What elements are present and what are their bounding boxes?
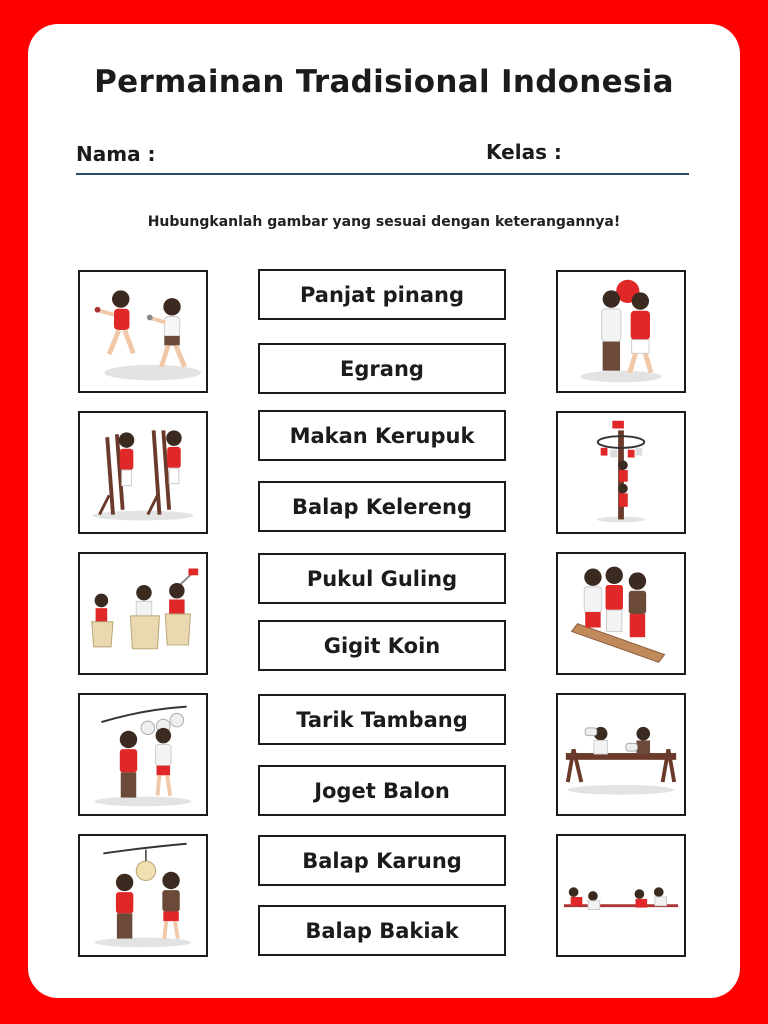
label-makan-kerupuk[interactable]: Makan Kerupuk — [258, 410, 506, 461]
name-label: Nama : — [76, 142, 156, 166]
instruction-text: Hubungkanlah gambar yang sesuai dengan keterangannya! — [147, 214, 621, 230]
page-title: Permainan Tradisional Indonesia — [94, 64, 674, 100]
tarik-tambang-picture[interactable] — [556, 834, 686, 957]
class-label: Kelas : — [486, 140, 562, 164]
label-joget-balon[interactable]: Joget Balon — [258, 765, 506, 816]
label-balap-karung[interactable]: Balap Karung — [258, 835, 506, 886]
label-balap-bakiak[interactable]: Balap Bakiak — [258, 905, 506, 956]
makan-kerupuk-picture-2[interactable] — [78, 834, 208, 957]
label-balap-kelereng[interactable]: Balap Kelereng — [258, 481, 506, 532]
label-panjat-pinang[interactable]: Panjat pinang — [258, 269, 506, 320]
name-class-underline[interactable] — [76, 173, 689, 175]
label-egrang[interactable]: Egrang — [258, 343, 506, 394]
makan-kerupuk-picture[interactable] — [78, 693, 208, 816]
balap-bakiak-picture[interactable] — [556, 552, 686, 675]
egrang-picture[interactable] — [78, 411, 208, 534]
worksheet — [28, 24, 740, 998]
balap-karung-picture[interactable] — [78, 552, 208, 675]
pukul-guling-picture[interactable] — [556, 693, 686, 816]
joget-balon-picture[interactable] — [556, 270, 686, 393]
panjat-pinang-picture[interactable] — [556, 411, 686, 534]
label-pukul-guling[interactable]: Pukul Guling — [258, 553, 506, 604]
label-gigit-koin[interactable]: Gigit Koin — [258, 620, 506, 671]
balap-kelereng-picture[interactable] — [78, 270, 208, 393]
label-tarik-tambang[interactable]: Tarik Tambang — [258, 694, 506, 745]
